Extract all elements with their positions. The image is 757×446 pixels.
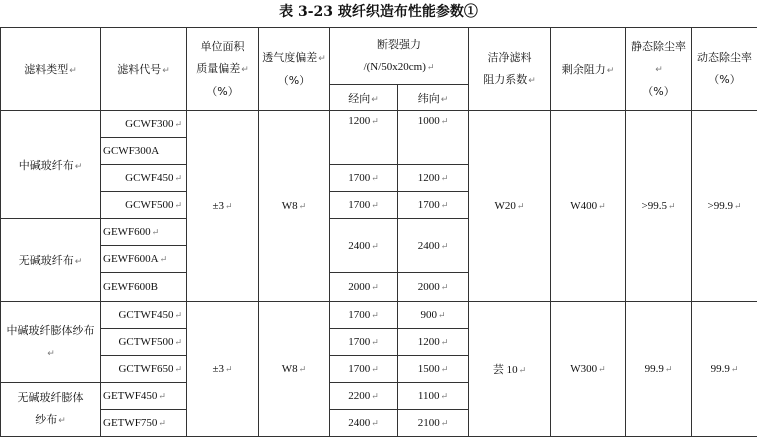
code-cell: GCTWF450↵ [101,302,187,329]
code-cell: GCWF500↵ [101,192,187,219]
weft-cell: 1000↵ [398,111,469,165]
col-header-code: 滤料代号↵ [101,28,187,111]
code-cell: GCTWF650↵ [101,356,187,383]
clean-resistance-cell: W20↵ [469,111,551,302]
type-cell: 中碱玻纤布↵ [1,111,101,219]
code-cell: GEWF600A↵ [101,246,187,273]
col-header-tensile: 断裂强力 /(N/50x20cm)↵ [330,28,469,85]
clean-resistance-cell: 芸 10↵ [469,302,551,437]
col-header-dynamic-efficiency: 动态除尘率 （%） [692,28,757,111]
col-header-type: 滤料类型↵ [1,28,101,111]
residual-cell: W300↵ [551,302,626,437]
type-cell: 无碱玻纤膨体纱布↵ [1,383,101,437]
warp-cell: 2400↵ [330,219,398,273]
warp-cell: 2400↵ [330,410,398,437]
code-cell: GETWF450↵ [101,383,187,410]
type-cell: 无碱玻纤布↵ [1,219,101,302]
weft-cell: 2400↵ [398,219,469,273]
weft-cell: 1100↵ [398,383,469,410]
code-cell: GETWF750↵ [101,410,187,437]
code-cell: GCWF300↵ [101,111,187,138]
table-row [1,302,757,329]
table-row [1,111,757,138]
spec-table [0,27,757,437]
table-title: 表 3-23 玻纤织造布性能参数① [279,4,478,20]
type-cell: 中碱玻纤膨体纱布↵ [1,302,101,383]
warp-cell: 2000↵ [330,273,398,302]
col-header-weft: 纬向↵ [398,85,469,111]
residual-cell: W400↵ [551,111,626,302]
weft-cell: 1700↵ [398,192,469,219]
warp-cell: 1700↵ [330,356,398,383]
dynamic-efficiency-cell: 99.9↵ [692,302,757,437]
permeability-cell: W8↵ [259,111,330,302]
col-header-residual: 剩余阻力↵ [551,28,626,111]
mass-deviation-cell: ±3↵ [187,111,259,302]
warp-cell: 1700↵ [330,165,398,192]
code-cell: GEWF600B [101,273,187,302]
weft-cell: 1500↵ [398,356,469,383]
warp-cell: 2200↵ [330,383,398,410]
static-efficiency-cell: 99.9↵ [626,302,692,437]
col-header-permeability: 透气度偏差↵ （%） [259,28,330,111]
col-header-clean-resistance: 洁净滤料 阻力系数↵ [469,28,551,111]
col-header-mass-deviation: 单位面积 质量偏差↵ （%） [187,28,259,111]
col-header-warp: 经向↵ [330,85,398,111]
header-row [1,28,757,85]
dynamic-efficiency-cell: >99.9↵ [692,111,757,302]
code-cell: GCWF450↵ [101,165,187,192]
static-efficiency-cell: >99.5↵ [626,111,692,302]
code-cell: GEWF600↵ [101,219,187,246]
code-cell: GCWF300A [101,138,187,165]
permeability-cell: W8↵ [259,302,330,437]
weft-cell: 1200↵ [398,329,469,356]
weft-cell: 1200↵ [398,165,469,192]
weft-cell: 900↵ [398,302,469,329]
mass-deviation-cell: ±3↵ [187,302,259,437]
warp-cell: 1700↵ [330,192,398,219]
code-cell: GCTWF500↵ [101,329,187,356]
col-header-static-efficiency: 静态除尘率↵ （%） [626,28,692,111]
warp-cell: 1700↵ [330,329,398,356]
weft-cell: 2000↵ [398,273,469,302]
warp-cell: 1200↵ [330,111,398,165]
warp-cell: 1700↵ [330,302,398,329]
weft-cell: 2100↵ [398,410,469,437]
